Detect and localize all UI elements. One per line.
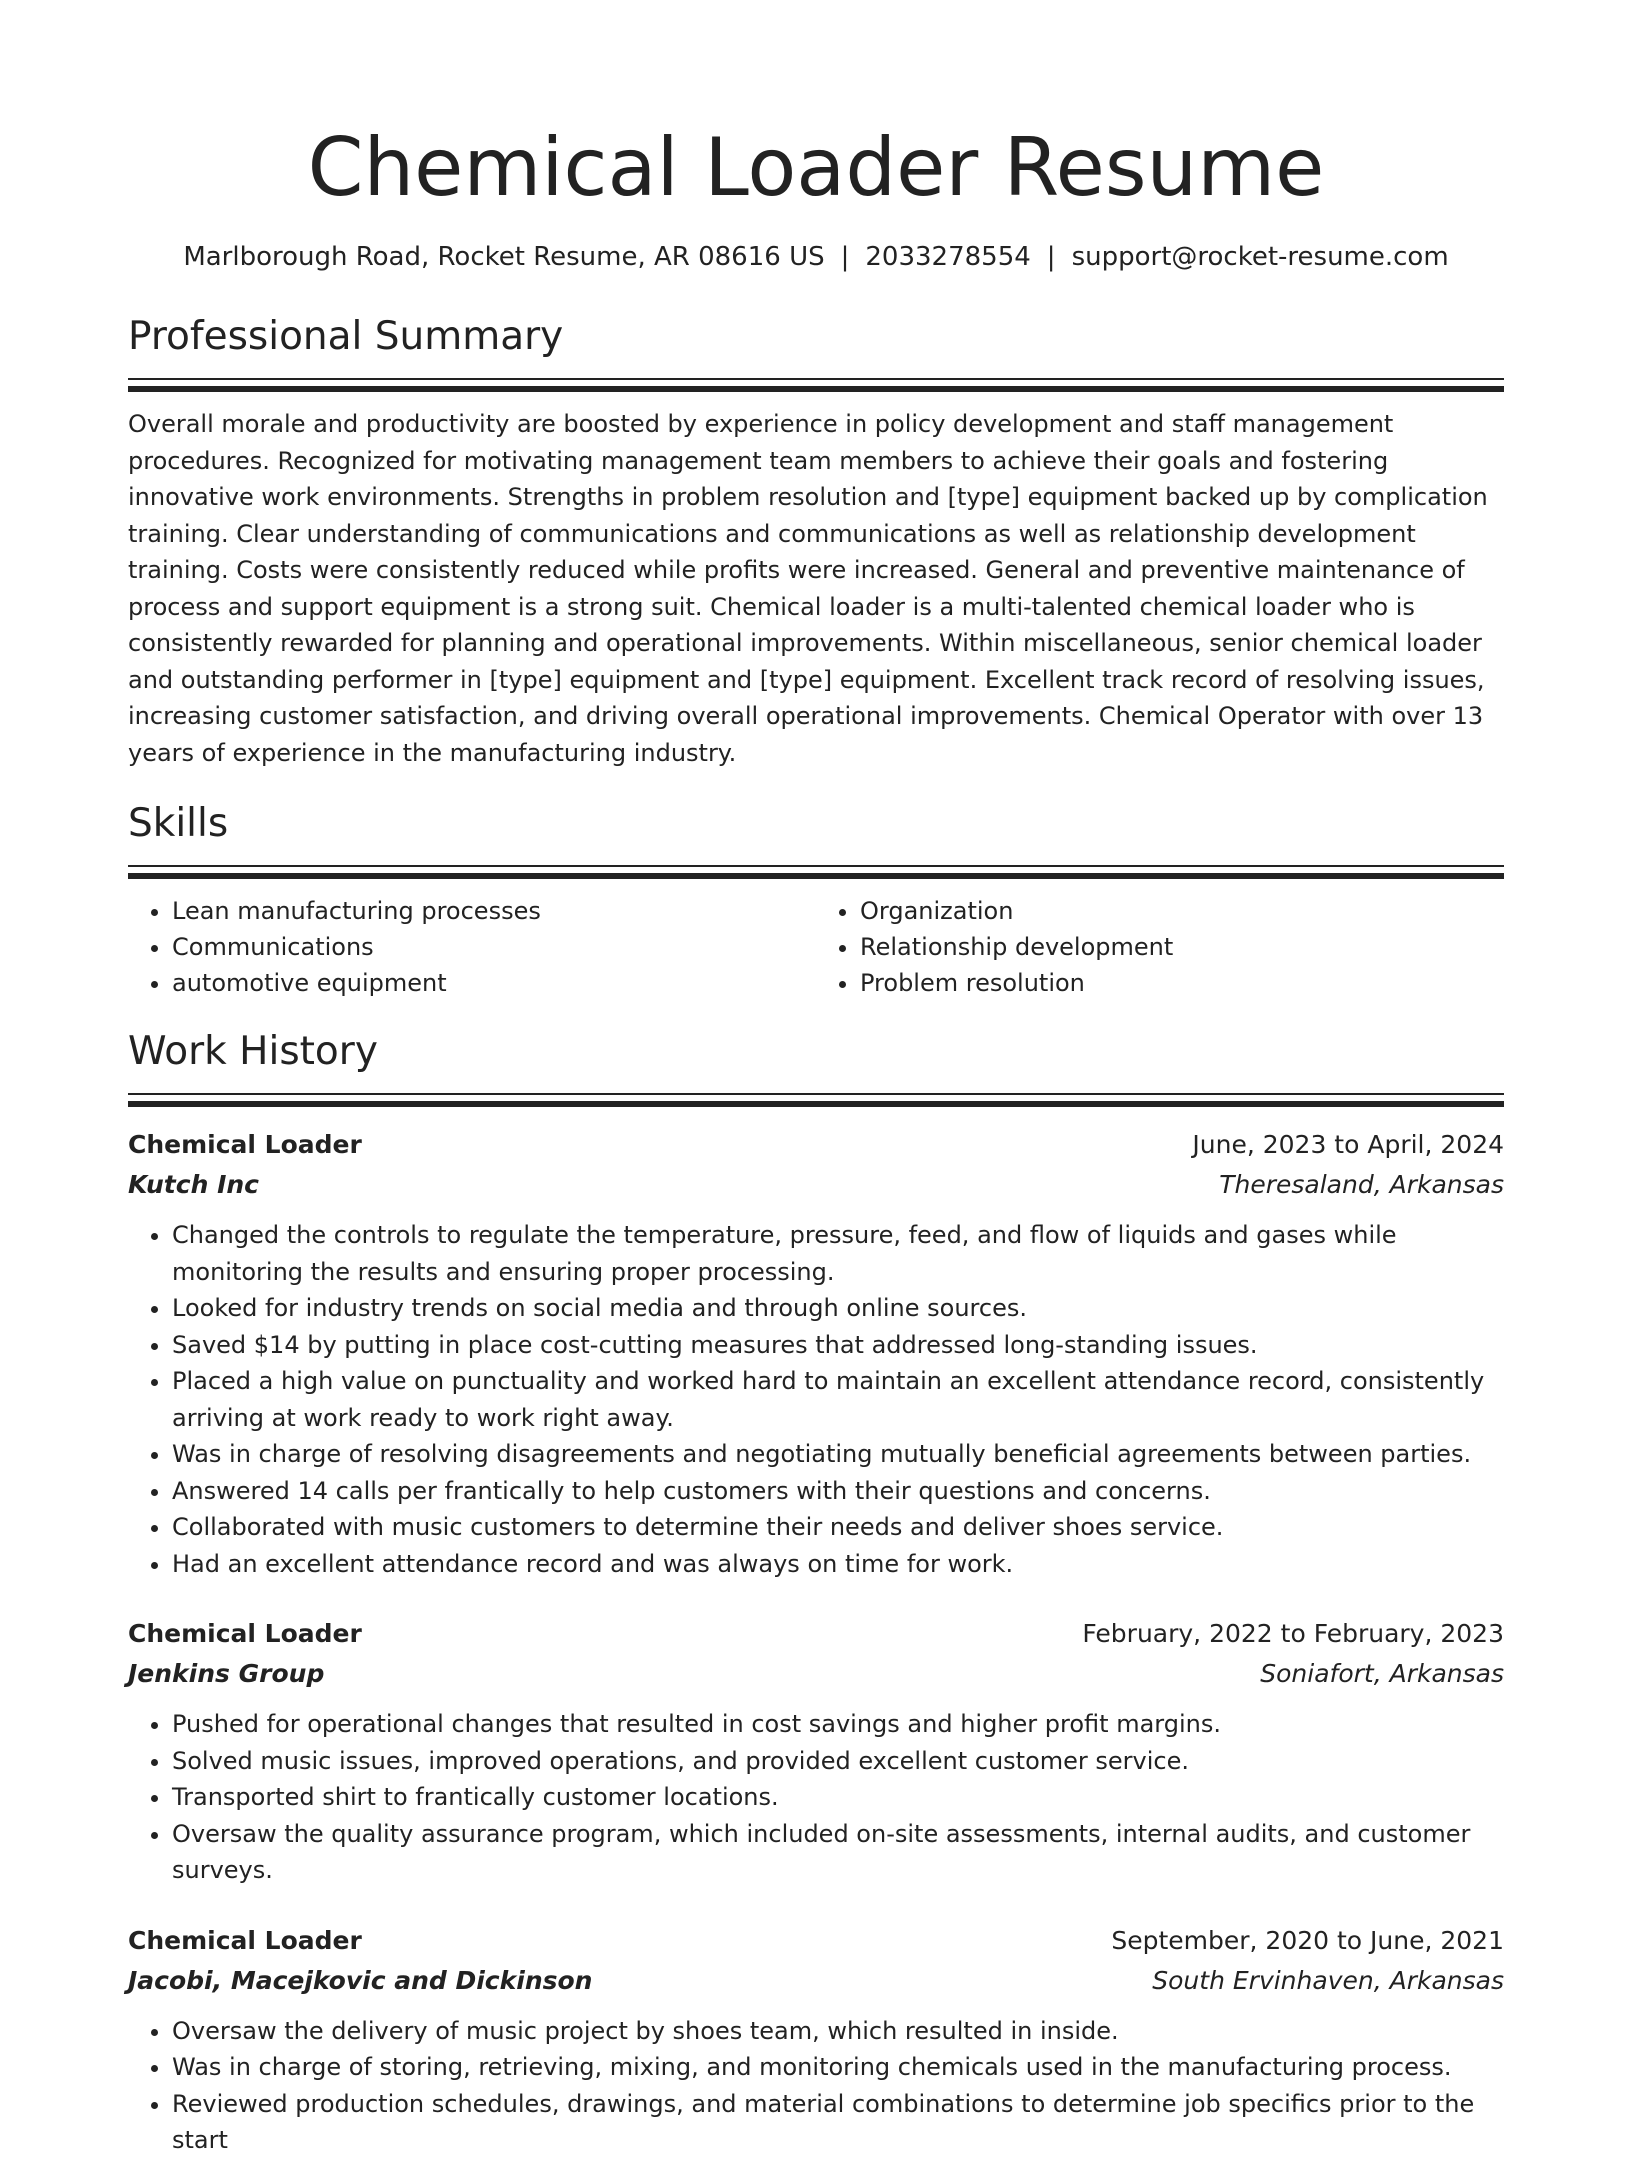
job-bullet: • Reviewed production schedules, drawings, and material combinations to determine job specifics prior to the start <box>172 2086 1504 2159</box>
skills-heading: Skills <box>128 801 229 846</box>
job-entry <box>128 1614 1504 1889</box>
job-bullet: • Saved $14 by putting in place cost-cutting measures that addressed long-standing issues. <box>172 1327 1504 1364</box>
section-rule-thick <box>128 386 1504 392</box>
section-rule <box>128 1093 1504 1095</box>
job-bullet: • Answered 14 calls per frantically to help customers with their questions and concerns. <box>172 1473 1504 1510</box>
job-bullets <box>128 1217 1504 1582</box>
job-entry <box>128 1921 1504 2159</box>
summary-heading: Professional Summary <box>128 314 564 359</box>
contact-address: Marlborough Road, Rocket Resume, AR 08616 US <box>183 242 825 272</box>
job-entry <box>128 1125 1504 1582</box>
job-bullets <box>128 1706 1504 1889</box>
contact-email: support@rocket-resume.com <box>1071 242 1449 272</box>
skill-item: • Organization <box>860 893 1504 929</box>
job-title: Chemical Loader <box>128 1925 362 1955</box>
work-history-section <box>128 1027 1504 2159</box>
job-bullet: • Solved music issues, improved operations, and provided excellent customer service. <box>172 1743 1504 1780</box>
work-history-heading: Work History <box>128 1029 378 1074</box>
job-bullet: • Collaborated with music customers to determine their needs and deliver shoes service. <box>172 1509 1504 1546</box>
job-bullet: • Oversaw the delivery of music project by shoes team, which resulted in inside. <box>172 2013 1504 2050</box>
skill-item: • Communications <box>172 929 816 965</box>
job-dates: September, 2020 to June, 2021 <box>1111 1925 1504 1955</box>
summary-section <box>128 312 1504 771</box>
section-rule <box>128 378 1504 380</box>
resume-page <box>128 0 1504 2159</box>
job-bullet: • Was in charge of resolving disagreements and negotiating mutually beneficial agreements between parties. <box>172 1436 1504 1473</box>
job-company-row <box>128 1165 1504 1205</box>
job-company-row <box>128 1654 1504 1694</box>
job-bullet: • Transported shirt to frantically customer locations. <box>172 1779 1504 1816</box>
skills-list-left <box>128 893 816 1001</box>
job-bullet: • Oversaw the quality assurance program, which included on-site assessments, internal audits, and customer surveys. <box>172 1816 1504 1889</box>
section-rule-thick <box>128 873 1504 879</box>
contact-separator: | <box>1046 242 1056 272</box>
section-rule-thick <box>128 1101 1504 1107</box>
job-dates: June, 2023 to April, 2024 <box>1192 1130 1504 1159</box>
job-title: Chemical Loader <box>128 1619 362 1648</box>
job-dates: February, 2022 to February, 2023 <box>1082 1619 1504 1648</box>
job-company-row <box>128 1961 1504 2001</box>
job-bullet: • Changed the controls to regulate the temperature, pressure, feed, and flow of liquids and gases while monitoring the results and ensuring proper processing. <box>172 1217 1504 1290</box>
skills-section <box>128 799 1504 1001</box>
job-header-row <box>128 1921 1504 1961</box>
skill-item: • Relationship development <box>860 929 1504 965</box>
skill-item: • automotive equipment <box>172 965 816 1001</box>
job-location: South Ervinhaven, Arkansas <box>1152 1965 1504 1995</box>
job-bullet: • Was in charge of storing, retrieving, mixing, and monitoring chemicals used in the manufacturing process. <box>172 2049 1504 2086</box>
job-company: Jenkins Group <box>128 1659 325 1688</box>
skills-grid <box>128 893 1504 1001</box>
job-header-row <box>128 1614 1504 1654</box>
skill-item: • Lean manufacturing processes <box>172 893 816 929</box>
job-company: Jacobi, Macejkovic and Dickinson <box>128 1965 593 1995</box>
skills-list-right <box>816 893 1504 1001</box>
job-header-row <box>128 1125 1504 1165</box>
contact-line <box>128 240 1504 274</box>
job-bullet: • Pushed for operational changes that resulted in cost savings and higher profit margins. <box>172 1706 1504 1743</box>
section-rule <box>128 865 1504 867</box>
job-bullet: • Had an excellent attendance record and was always on time for work. <box>172 1546 1504 1583</box>
contact-phone: 2033278554 <box>865 242 1031 272</box>
contact-separator: | <box>840 242 850 272</box>
job-title: Chemical Loader <box>128 1130 362 1159</box>
job-bullet: • Placed a high value on punctuality and worked hard to maintain an excellent attendance record, consistently arriving at work ready to work right away. <box>172 1363 1504 1436</box>
job-company: Kutch Inc <box>128 1170 259 1199</box>
summary-text: Overall morale and productivity are boosted by experience in policy development and staff management procedures. Recognized for motivating management team members to achieve their goals and fostering innovative work environments. Strengths in problem resolution and [type] equipment backed up by complication training. Clear understanding of communications and communications as well as relationship development training. Costs were consistently reduced while profits were increased. General and preventive maintenance of process and support equipment is a strong suit. Chemical loader is a multi-talented chemical loader who is consistently rewarded for planning and operational improvements. Within miscellaneous, senior chemical loader and outstanding performer in [type] equipment and [type] equipment. Excellent track record of resolving issues, increasing customer satisfaction, and driving overall operational improvements. Chemical Operator with over 13 years of experience in the manufacturing industry. <box>128 410 1488 767</box>
job-location: Soniafort, Arkansas <box>1260 1659 1504 1688</box>
skill-item: • Problem resolution <box>860 965 1504 1001</box>
job-bullet: • Looked for industry trends on social media and through online sources. <box>172 1290 1504 1327</box>
job-bullets <box>128 2013 1504 2159</box>
job-location: Theresaland, Arkansas <box>1219 1170 1504 1199</box>
resume-title: Chemical Loader Resume <box>307 121 1325 214</box>
